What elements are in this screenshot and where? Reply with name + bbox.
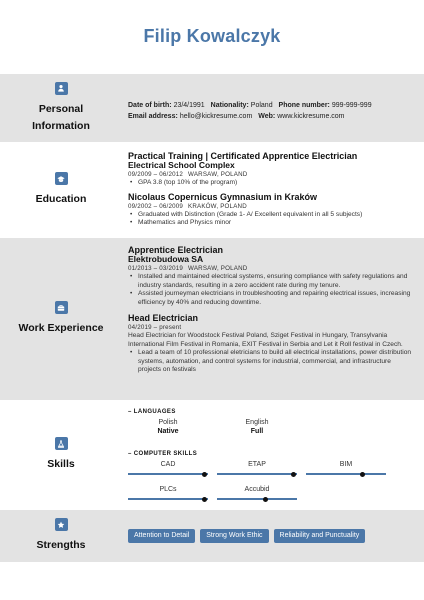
language-name: Polish xyxy=(158,419,178,426)
list-item: • Mathematics and Physics minor xyxy=(128,219,412,228)
strengths-title: Strengths xyxy=(36,539,86,551)
skill-label: BIM xyxy=(339,461,353,468)
edu-2-location: KRAKÓW, POLAND xyxy=(188,202,247,210)
language-english xyxy=(227,418,287,436)
edu-1-location: WARSAW, POLAND xyxy=(188,171,248,178)
email-value[interactable]: hello@kickresume.com xyxy=(179,113,253,120)
list-item: • Graduated with Distinction (Grade 1- A/ Excellent equivalent in all 5 subjects) xyxy=(128,211,412,220)
strength-tag: Strong Work Ethic xyxy=(200,529,268,543)
language-name: English xyxy=(245,419,269,426)
work-title: Work Experience xyxy=(18,322,104,334)
skill-bar xyxy=(217,498,297,500)
nationality-label: Nationality: xyxy=(210,102,249,109)
computer-skills-heading: – COMPUTER SKILLS xyxy=(128,451,198,457)
dob-value: 23/4/1991 xyxy=(173,102,205,109)
list-item: • GPA 3.8 (top 10% of the program) xyxy=(128,179,412,188)
skill-plcs xyxy=(128,485,208,500)
skill-level-marker xyxy=(263,497,268,502)
language-polish xyxy=(138,418,198,436)
list-item: • Assisted journeyman electricians in troubleshooting and repairing electrical issues, increasing efficiency by 40% and reducing downtime. xyxy=(128,290,412,307)
flask-icon xyxy=(55,437,68,450)
skill-etap xyxy=(217,460,297,475)
edu-1-bullets xyxy=(128,179,412,188)
web-label: Web: xyxy=(258,113,276,120)
skills-section xyxy=(0,400,424,510)
education-title: Education xyxy=(35,193,87,205)
info-line-1 xyxy=(128,100,412,111)
edu-2-title: Nicolaus Copernicus Gymnasium in Kraków xyxy=(128,191,318,202)
job-2-meta xyxy=(128,323,412,332)
phone-label: Phone number: xyxy=(278,102,330,109)
graduation-cap-icon xyxy=(55,172,68,185)
edu-1-dates: 09/2009 – 06/2012 xyxy=(128,171,184,178)
skill-bar xyxy=(128,473,208,475)
list-item: • Lead a team of 10 professional eletricians to build all electrical installations, power distribution systems, automation, and control systems for industrial, commercial, and infrastructure projects on festivals xyxy=(128,349,412,375)
skill-bar xyxy=(306,473,386,475)
skill-label: CAD xyxy=(160,461,176,468)
person-icon xyxy=(55,82,68,95)
skill-level-marker xyxy=(202,472,207,477)
personal-info-section xyxy=(0,74,424,142)
job-1-bullets xyxy=(128,273,412,307)
skill-bar xyxy=(217,473,297,475)
job-2-bullets xyxy=(128,349,412,375)
edu-2-bullets xyxy=(128,211,412,228)
job-1-meta xyxy=(128,264,412,273)
skill-level-marker xyxy=(202,497,207,502)
edu-1-meta xyxy=(128,170,412,179)
skill-label: ETAP xyxy=(248,461,266,468)
job-2-description: Head Electrician for Woodstock Festival Poland, Sziget Festival in Hungary, Transylvania International Film Festival in Romania, EXIT Festival in Serbia and Let it Roll festival in Czech. xyxy=(128,332,403,348)
languages-heading: – LANGUAGES xyxy=(128,409,176,415)
work-section xyxy=(0,238,424,400)
personal-title-line2: Information xyxy=(32,119,90,132)
strength-tag: Attention to Detail xyxy=(128,529,195,543)
job-1-company: Elektrobudowa SA xyxy=(128,254,204,264)
skill-accubid xyxy=(217,485,297,500)
strength-tags xyxy=(128,529,412,543)
language-level: Full xyxy=(250,428,264,435)
email-label: Email address: xyxy=(128,113,178,120)
job-1-location: WARSAW, POLAND xyxy=(188,265,248,272)
skill-label: PLCs xyxy=(159,486,177,493)
web-value[interactable]: www.kickresume.com xyxy=(277,113,345,120)
skills-title: Skills xyxy=(47,458,75,470)
skill-level-marker xyxy=(291,472,296,477)
edu-1-institution: Electrical School Complex xyxy=(128,160,235,170)
edu-2-dates: 09/2002 – 06/2009 xyxy=(128,202,184,210)
language-level: Native xyxy=(157,428,179,435)
skill-level-marker xyxy=(360,472,365,477)
job-2-dates: 04/2019 – present xyxy=(128,324,182,331)
list-item: • Installed and maintained electrical systems, ensuring compliance with safety regulations and industry standards, resulting in a zero accident rate during my tenure. xyxy=(128,273,412,290)
info-line-2 xyxy=(128,111,412,122)
edu-2-meta xyxy=(128,202,412,211)
edu-1-title: Practical Training | Certificated Apprentice Electrician xyxy=(128,151,358,161)
candidate-name: Filip Kowalczyk xyxy=(143,26,281,46)
skill-label: Accubid xyxy=(244,486,270,493)
job-1-dates: 01/2013 – 03/2019 xyxy=(128,265,184,272)
skill-bar xyxy=(128,498,208,500)
job-2-title: Head Electrician xyxy=(128,313,199,323)
skill-cad xyxy=(128,460,208,475)
star-icon xyxy=(55,518,68,531)
nationality-value: Poland xyxy=(250,102,273,109)
education-section xyxy=(0,142,424,238)
strength-tag: Reliability and Punctuality xyxy=(274,529,366,543)
briefcase-icon xyxy=(55,301,68,314)
dob-label: Date of birth: xyxy=(128,102,172,109)
phone-value: 999-999-999 xyxy=(331,102,372,109)
personal-title-line1: Personal xyxy=(38,102,84,115)
skill-bim xyxy=(306,460,386,475)
strengths-section xyxy=(0,510,424,562)
job-1-title: Apprentice Electrician xyxy=(128,245,224,255)
